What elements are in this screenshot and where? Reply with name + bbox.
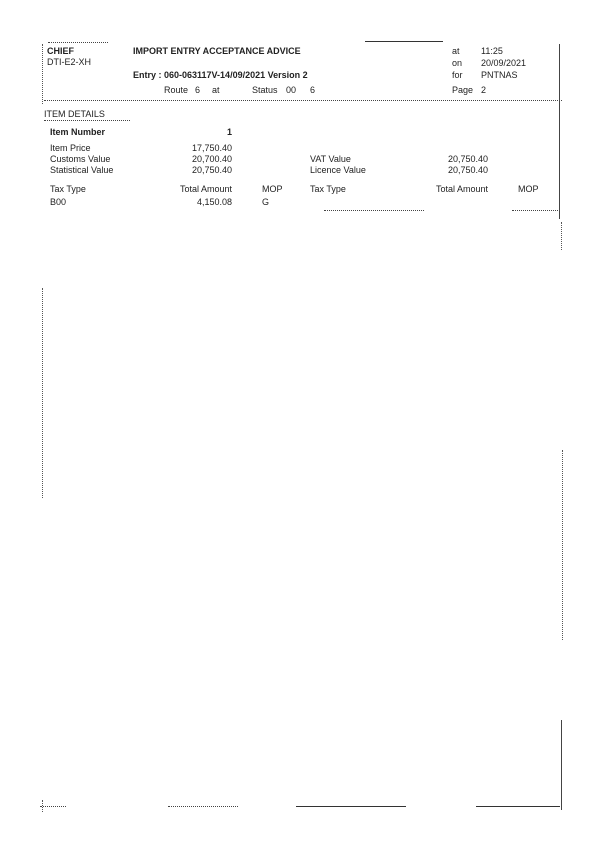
scan-edge-bottom bbox=[476, 806, 560, 807]
mop-header: MOP bbox=[518, 184, 539, 194]
statistical-value-value: 20,750.40 bbox=[191, 165, 232, 175]
tax-row-amount: 4,150.08 bbox=[196, 197, 232, 207]
item-number-value: 1 bbox=[226, 127, 232, 137]
for-value: PNTNAS bbox=[481, 70, 518, 80]
item-price-value: 17,750.40 bbox=[191, 143, 232, 153]
total-amount-header: Total Amount bbox=[435, 184, 488, 194]
statistical-value-label: Statistical Value bbox=[50, 165, 114, 175]
scan-edge-bottom bbox=[296, 806, 406, 807]
customs-value-label: Customs Value bbox=[50, 154, 111, 164]
customs-value-value: 20,700.40 bbox=[191, 154, 232, 164]
at-label: at bbox=[452, 46, 460, 56]
status-value: 6 bbox=[310, 85, 316, 95]
item-price-label: Item Price bbox=[50, 143, 91, 153]
on-value: 20/09/2021 bbox=[481, 58, 527, 68]
licence-value-label: Licence Value bbox=[310, 165, 366, 175]
report-code: DTI-E2-XH bbox=[47, 57, 92, 67]
tax-type-header: Tax Type bbox=[50, 184, 86, 194]
header-rule bbox=[365, 41, 443, 42]
vat-value-label: VAT Value bbox=[310, 154, 351, 164]
report-title: IMPORT ENTRY ACCEPTANCE ADVICE bbox=[133, 46, 301, 56]
vat-value-value: 20,750.40 bbox=[447, 154, 488, 164]
scan-edge-right bbox=[559, 44, 560, 219]
section-title: ITEM DETAILS bbox=[44, 109, 105, 119]
tax-row-type: B00 bbox=[50, 197, 67, 207]
route-value: 6 bbox=[195, 85, 201, 95]
for-label: for bbox=[452, 70, 463, 80]
page-number: 2 bbox=[481, 85, 487, 95]
scan-edge-left bbox=[42, 44, 43, 104]
tax-row-mop: G bbox=[262, 197, 270, 207]
scan-edge-bottom bbox=[168, 806, 238, 807]
status-value: 00 bbox=[286, 85, 297, 95]
section-rule bbox=[44, 120, 130, 121]
scan-edge-left bbox=[42, 288, 43, 498]
header-rule bbox=[44, 100, 562, 101]
at-value: 11:25 bbox=[481, 46, 503, 56]
page-label: Page bbox=[452, 85, 474, 95]
mop-header: MOP bbox=[262, 184, 283, 194]
scan-edge-right bbox=[562, 450, 563, 640]
item-number-label: Item Number bbox=[50, 127, 106, 137]
scan-edge-right bbox=[561, 222, 562, 250]
route-label: Route bbox=[164, 85, 189, 95]
total-amount-header: Total Amount bbox=[179, 184, 232, 194]
table-end-rule bbox=[512, 210, 558, 211]
licence-value-value: 20,750.40 bbox=[447, 165, 488, 175]
scan-edge-right bbox=[561, 720, 562, 810]
table-end-rule bbox=[324, 210, 424, 211]
scan-edge-bottom bbox=[40, 806, 66, 807]
tax-type-header: Tax Type bbox=[310, 184, 346, 194]
system-name: CHIEF bbox=[47, 46, 74, 56]
entry-reference: Entry : 060-063117V-14/09/2021 Version 2 bbox=[133, 70, 308, 80]
route-extra: at bbox=[212, 85, 220, 95]
status-label: Status bbox=[252, 85, 278, 95]
header-rule bbox=[48, 42, 108, 43]
on-label: on bbox=[452, 58, 463, 68]
